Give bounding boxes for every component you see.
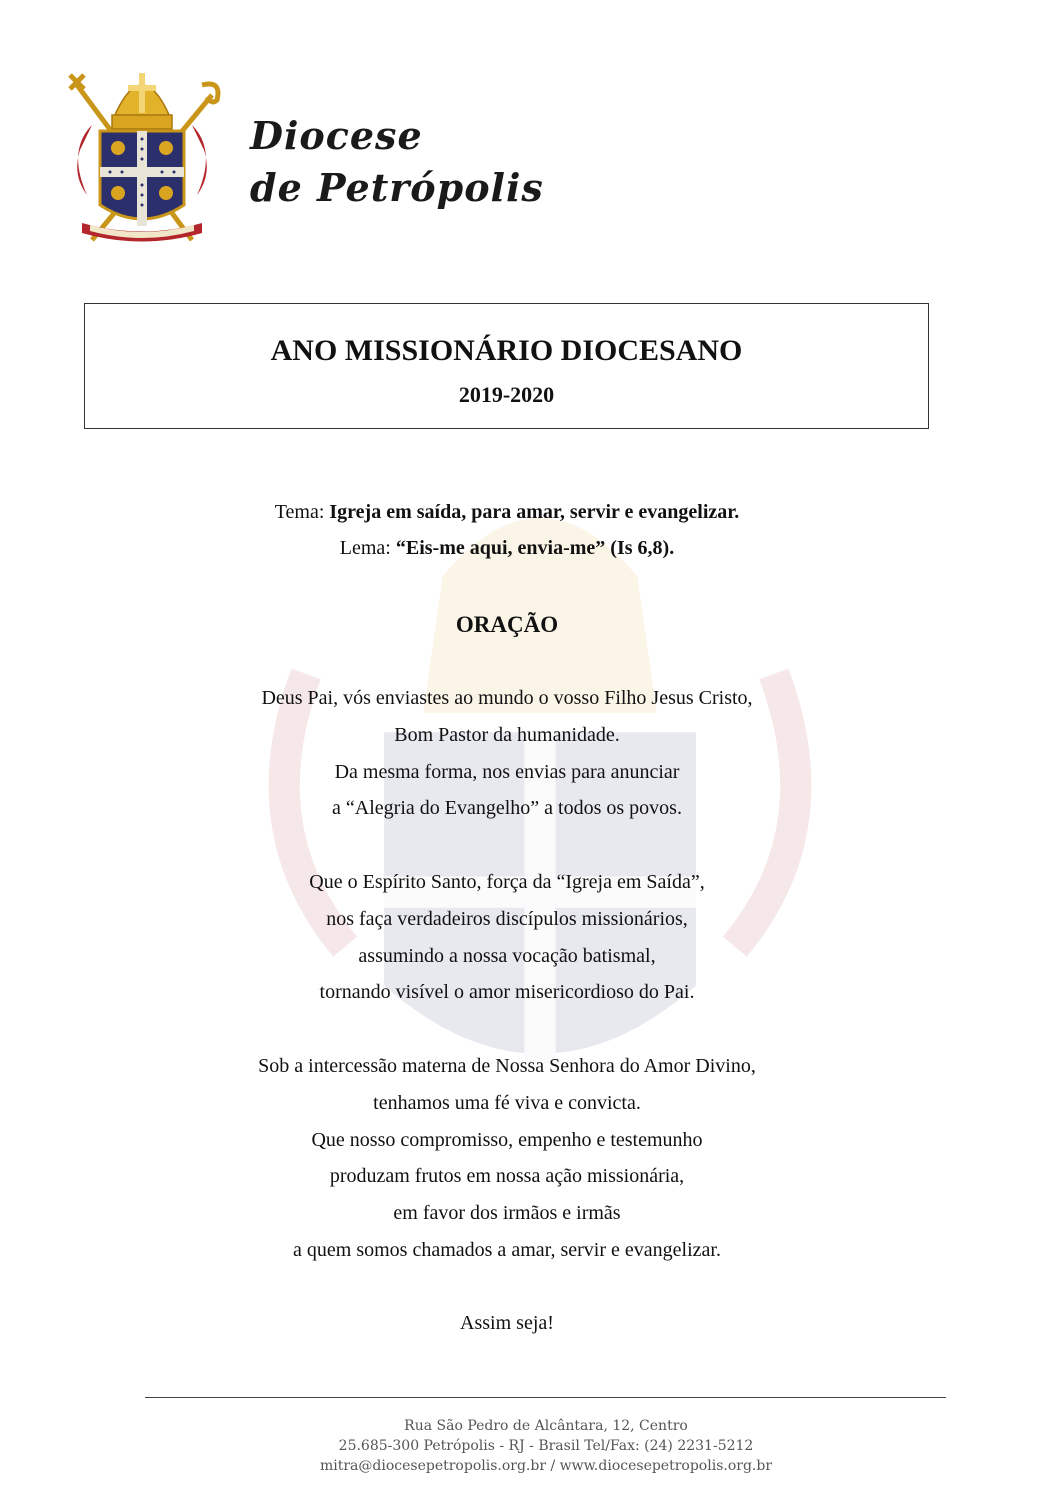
tema-text: Igreja em saída, para amar, servir e evangelizar.: [329, 501, 740, 523]
prayer-line: em favor dos irmãos e irmãs: [393, 1202, 621, 1225]
prayer-stanza-3: [0, 1048, 1014, 1269]
footer-divider: [145, 1397, 946, 1398]
footer-line-city-phone: 25.685-300 Petrópolis - RJ - Brasil Tel/Fax: (24) 2231-5212: [338, 1438, 754, 1454]
diocese-name-line1: Diocese: [250, 113, 423, 158]
footer-address: [0, 1416, 1058, 1476]
prayer-line: tornando visível o amor misericordioso do Pai.: [319, 981, 695, 1004]
prayer-line: nos faça verdadeiros discípulos missionários,: [326, 907, 688, 930]
theme-block: [0, 494, 1014, 566]
page-subtitle-years: 2019-2020: [458, 382, 555, 407]
prayer-line: a “Alegria do Evangelho” a todos os povos.: [332, 797, 682, 820]
prayer-stanza-1: [0, 680, 1014, 827]
prayer-heading: ORAÇÃO: [455, 612, 559, 637]
footer-line-street: Rua São Pedro de Alcântara, 12, Centro: [404, 1418, 688, 1434]
title-box: [84, 303, 929, 429]
footer-line-contact: mitra@diocesepetropolis.org.br / www.diocesepetropolis.org.br: [319, 1458, 773, 1474]
lema-text: “Eis-me aqui, envia-me” (Is 6,8).: [395, 537, 675, 559]
prayer-line: Bom Pastor da humanidade.: [394, 723, 620, 746]
prayer-line: Que nosso compromisso, empenho e testemunho: [311, 1128, 703, 1151]
prayer-line: a quem somos chamados a amar, servir e evangelizar.: [293, 1238, 721, 1261]
diocese-crest-logo: [62, 55, 222, 250]
page-title: ANO MISSIONÁRIO DIOCESANO: [270, 334, 743, 367]
prayer-line: assumindo a nossa vocação batismal,: [358, 944, 656, 967]
prayer-line: Que o Espírito Santo, força da “Igreja em Saída”,: [309, 871, 705, 893]
prayer-stanza-2: [0, 864, 1014, 1011]
tema-line: [0, 494, 1014, 530]
tema-label: Tema:: [274, 501, 325, 523]
prayer-line: tenhamos uma fé viva e convicta.: [373, 1091, 641, 1114]
prayer-line: Da mesma forma, nos envias para anunciar: [334, 760, 680, 783]
prayer-line: Deus Pai, vós enviastes ao mundo o vosso Filho Jesus Cristo,: [261, 687, 753, 709]
diocese-name-line2: de Petrópolis: [250, 165, 544, 210]
diocese-name: [250, 110, 544, 214]
prayer-closing: Assim seja!: [460, 1312, 554, 1334]
prayer-line: Sob a intercessão materna de Nossa Senhora do Amor Divino,: [258, 1055, 756, 1077]
lema-label: Lema:: [339, 537, 391, 559]
prayer-line: produzam frutos em nossa ação missionária,: [329, 1165, 685, 1188]
lema-line: [0, 530, 1014, 566]
